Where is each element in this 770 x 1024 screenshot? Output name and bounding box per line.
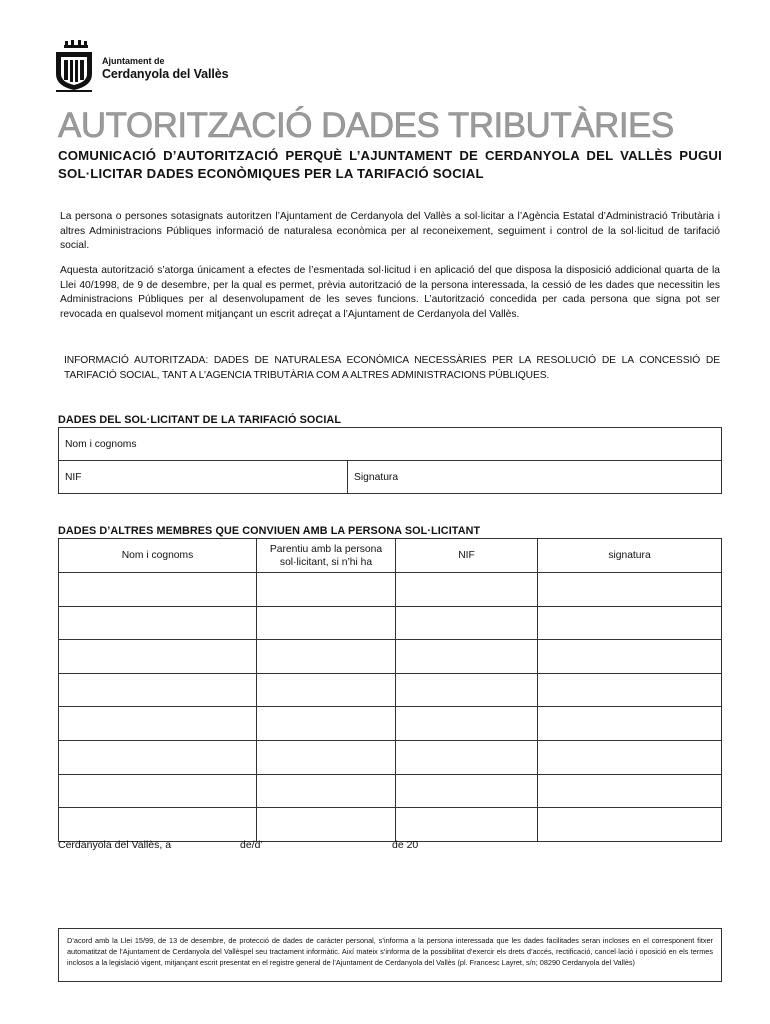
members-section-title: DADES D’ALTRES MEMBRES QUE CONVIUEN AMB LA PERSONA SOL·LICITANT (58, 525, 481, 537)
member-name-cell[interactable] (59, 808, 257, 842)
member-relation-cell[interactable] (257, 774, 396, 808)
col-header-relation-line1: Parentiu amb la persona (269, 543, 383, 555)
authorized-information: INFORMACIÓ AUTORITZADA: DADES DE NATURALESA ECONÒMICA NECESSÀRIES PER LA RESOLUCIÓ DE LA CONCESSIÓ DE TARIFACIÓ SOCIAL, TANT A L’AGENCIA TRIBUTÀRIA COM A ALTRES ADMINISTRACIONS PÚBLIQUES. (64, 355, 720, 381)
table-row (59, 606, 722, 640)
data-protection-notice: D’acord amb la Llei 15/99, de 13 de desembre, de protecció de dades de caràcter personal, s’informa a la persona interessada que les dades facilitades seran incloses en el corresponent fitxer automatitzat de l’Ajuntament de Cerdanyola del Vallèspel seu tractament informàtic. Així mateix s’informa de la possibilitat d’exercir els drets d’accés, rectificació, cancel·lació i oposició en els termes inclosos a la legislació vigent, mitjançant escrit presentat en el registre general de l’Ajuntament de Cerdanyola del Vallès (pl. Francesc Layret, s/n; 08290 Cerdanyola del Vallès) (58, 928, 722, 982)
member-signature-cell[interactable] (538, 640, 722, 674)
member-relation-cell[interactable] (257, 640, 396, 674)
member-signature-cell[interactable] (538, 774, 722, 808)
municipal-crest-icon (52, 48, 96, 92)
members-table (58, 538, 722, 842)
col-header-relation-line2: sol·licitant, si n’hi ha (279, 556, 373, 568)
member-relation-cell[interactable] (257, 606, 396, 640)
member-name-cell[interactable] (59, 573, 257, 607)
member-signature-cell[interactable] (538, 606, 722, 640)
col-header-relation (257, 539, 396, 573)
member-signature-cell[interactable] (538, 573, 722, 607)
member-name-cell[interactable] (59, 774, 257, 808)
member-nif-cell[interactable] (396, 740, 538, 774)
place-label: Cerdanyola del Vallès, a (58, 839, 172, 851)
table-row (59, 774, 722, 808)
applicant-nif-label: NIF (65, 471, 82, 483)
applicant-nif-field[interactable] (59, 461, 348, 494)
member-signature-cell[interactable] (538, 707, 722, 741)
member-nif-cell[interactable] (396, 774, 538, 808)
col-header-signature: signatura (538, 539, 722, 573)
page-title: AUTORITZACIÓ DADES TRIBUTÀRIES (58, 106, 674, 145)
member-relation-cell[interactable] (257, 673, 396, 707)
member-nif-cell[interactable] (396, 640, 538, 674)
crown-icon (64, 40, 88, 48)
member-relation-cell[interactable] (257, 808, 396, 842)
applicant-name-field[interactable] (59, 428, 722, 461)
table-row (59, 640, 722, 674)
member-nif-cell[interactable] (396, 573, 538, 607)
municipal-logo (52, 40, 252, 96)
member-relation-cell[interactable] (257, 740, 396, 774)
member-nif-cell[interactable] (396, 707, 538, 741)
logo-line2: Cerdanyola del Vallès (102, 67, 229, 81)
member-signature-cell[interactable] (538, 740, 722, 774)
table-row (59, 808, 722, 842)
member-signature-cell[interactable] (538, 673, 722, 707)
applicant-signature-label: Signatura (354, 471, 399, 483)
paragraph-legal-basis: Aquesta autorització s’atorga únicament a efectes de l’esmentada sol·licitud i en aplicació del que disposa la disposició addicional quarta de la Llei 40/1998, de 9 de desembre, per la qual es permet, prèvia autorització de la persona interessada, la cessió de les dades que necessitin les Administracions Públiques per al desenvolupament de les seves funcions. L’autorització concedida per cada persona que signa pot ser revocada en qualsevol moment mitjançant un escrit adreçat a l’Ajuntament de Cerdanyola del Vallès. (60, 265, 720, 320)
member-name-cell[interactable] (59, 640, 257, 674)
applicant-signature-field[interactable] (348, 461, 722, 494)
member-name-cell[interactable] (59, 606, 257, 640)
applicant-name-label: Nom i cognoms (65, 438, 137, 450)
month-label: de/d’ (240, 839, 263, 851)
member-nif-cell[interactable] (396, 606, 538, 640)
page-subtitle: COMUNICACIÓ D’AUTORITZACIÓ PERQUÈ L’AJUNTAMENT DE CERDANYOLA DEL VALLÈS PUGUI SOL·LICITAR DADES ECONÒMIQUES PER LA TARIFACIÓ SOCIAL (58, 148, 722, 181)
member-nif-cell[interactable] (396, 673, 538, 707)
table-row (59, 707, 722, 741)
col-header-nif: NIF (396, 539, 538, 573)
member-signature-cell[interactable] (538, 808, 722, 842)
applicant-section-title: DADES DEL SOL·LICITANT DE LA TARIFACIÓ SOCIAL (58, 414, 342, 426)
table-row (59, 740, 722, 774)
member-name-cell[interactable] (59, 673, 257, 707)
applicant-table (58, 427, 722, 494)
member-nif-cell[interactable] (396, 808, 538, 842)
table-row (59, 673, 722, 707)
member-relation-cell[interactable] (257, 707, 396, 741)
col-header-name: Nom i cognoms (59, 539, 257, 573)
member-name-cell[interactable] (59, 707, 257, 741)
table-row (59, 573, 722, 607)
member-name-cell[interactable] (59, 740, 257, 774)
member-relation-cell[interactable] (257, 573, 396, 607)
paragraph-authorization: La persona o persones sotasignats autoritzen l’Ajuntament de Cerdanyola del Vallès a sol·licitar a l’Agència Estatal d’Administració Tributària i altres Administracions Públiques informació de naturalesa econòmica per al reconeixement, seguiment i control de la sol·licitud de tarifació social. (60, 211, 720, 251)
logo-line1: Ajuntament de (102, 56, 165, 66)
year-label: de 20 (392, 839, 419, 851)
